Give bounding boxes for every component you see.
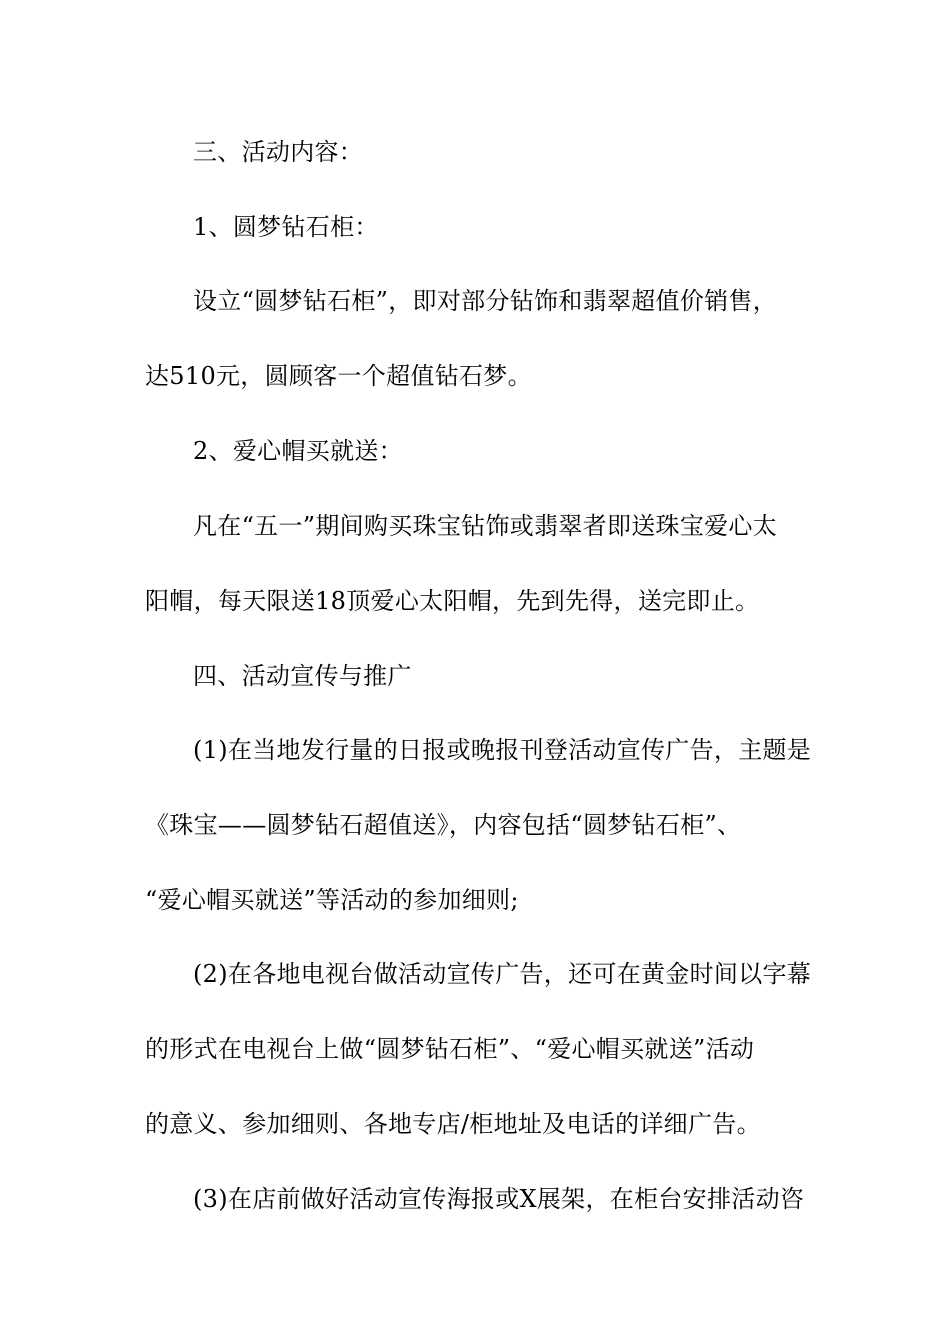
paragraph-line: 阳帽，每天限送18顶爱心太阳帽，先到先得，送完即止。 [145,587,760,615]
paragraph-line: 的形式在电视台上做“圆梦钻石柜”、“爱心帽买就送”活动 [145,1035,755,1063]
paragraph-line: (2)在各地电视台做活动宣传广告，还可在黄金时间以字幕 [193,960,812,988]
paragraph-line: “爱心帽买就送”等活动的参加细则; [145,886,519,914]
item-heading-dream-diamond-counter: 1、圆梦钻石柜： [193,213,379,241]
paragraph-line: 的意义、参加细则、各地专店/柜地址及电话的详细广告。 [145,1110,761,1138]
paragraph-line: 设立“圆梦钻石柜”，即对部分钻饰和翡翠超值价销售， [193,287,778,315]
paragraph-line: 凡在“五一”期间购买珠宝钻饰或翡翠者即送珠宝爱心太 [193,512,778,540]
paragraph-line: 《珠宝——圆梦钻石超值送》，内容包括“圆梦钻石柜”、 [145,811,742,839]
section-heading-activity-content: 三、活动内容： [193,138,364,166]
paragraph-line: (3)在店前做好活动宣传海报或X展架，在柜台安排活动咨 [193,1185,805,1213]
paragraph-line: 达510元，圆顾客一个超值钻石梦。 [145,362,532,390]
paragraph-line: (1)在当地发行量的日报或晚报刊登活动宣传广告，主题是 [193,736,812,764]
item-heading-love-hat: 2、爱心帽买就送： [193,437,403,465]
section-heading-promotion: 四、活动宣传与推广 [193,662,412,690]
